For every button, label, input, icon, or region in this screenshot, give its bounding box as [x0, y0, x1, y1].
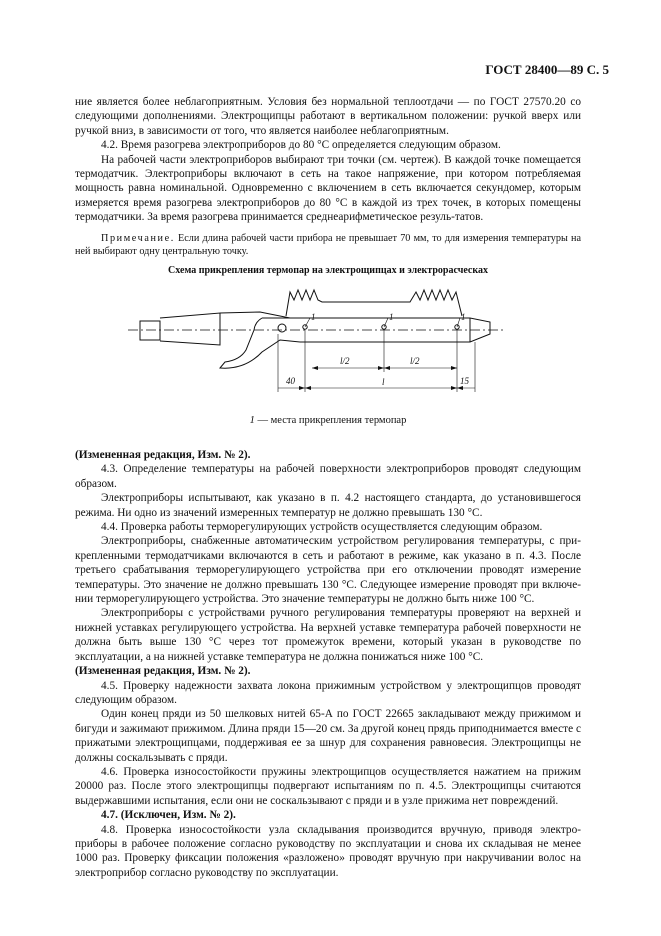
paragraph: ние является более неблагоприятным. Условия без нормальной теплоотдачи — по ГОСТ 27570.20 со следующими дополнениями. Электрощипцы работают в вертикальном положении: ручкой вверх или ручкой вниз, в зависимости от того, что является наиболее неблагоприятным.: [75, 96, 581, 137]
figure-caption: Схема прикрепления термопар на электрощипцах и электрорасческах: [168, 265, 488, 276]
paragraph: Один конец пряди из 50 шелковых нитей 65-А по ГОСТ 22665 закладывают между прижимом и бигуди и зажимают прижимом. Длина пряди 15—20 см. За другой конец прядь приподнимается вместе с прижатыми электрощипцами, поддерживая ее за шнур для сохранения равновесия. Электрощипцы не должны соскальзывать с пряди.: [75, 708, 581, 764]
amendment-note: (Измененная редакция, Изм. № 2).: [75, 665, 251, 678]
paragraph: 4.3. Определение температуры на рабочей поверхности электроприборов проводят следующим образом.: [75, 463, 581, 490]
point-label: 1: [461, 312, 466, 322]
amendment-note: 4.7. (Исключен, Изм. № 2).: [101, 809, 236, 822]
paragraph: Электроприборы с устройствами ручного регулирования температуры проверяют на верхней и нижней уставках регулирующего устройства. На верхней уставке температура рабочей поверхности не должна быть выше 130 °С через тот промежуток времени, который указан в руководстве по эксплуатации, а на нижней уставке температура не должна понижаться ниже 100 °С.: [75, 607, 581, 663]
legend-number: 1: [249, 415, 255, 426]
text-block-bottom: [75, 448, 581, 880]
paragraph: 4.5. Проверку надежности захвата локона прижимным устройством у электрощипцов проводят следующим образом.: [75, 679, 581, 706]
paragraph: Электроприборы испытывают, как указано в п. 4.2 настоящего стандарта, до установившегося режима. Ни одно из значений измеренных температур не должно превышать 130 °С.: [75, 492, 581, 519]
dimension-half-label: l/2: [340, 356, 350, 366]
dimension-right-label: 15: [460, 376, 469, 386]
paragraph: На рабочей части электроприборов выбирают три точки (см. чертеж). В каждой точке помещается термодатчик. Электроприборы включают в сеть на такое напряжение, при котором потребляемая мощность равна номинальной. Одновременно с включением в сеть включается секундомер, которым измеряется время разогрева электроприборов до 80 °С в каждой из трех точек, в которых помещены термодатчики. За время разогрева принимается среднеарифметическое резуль-татов.: [75, 153, 581, 224]
paragraph: Электроприборы, снабженные автоматическим устройством регулирования температуры, с при-крепленными термодатчиками включаются в сеть и работают в режиме, как указано в п. 4.3. После третьего срабатывания терморегулирующего устройства при его отключении проводят измерение температуры. Это значение не должно превышать 130 °С. Следующее измерение проводят при включе-нии терморегулирующего устройства. Это значение температуры не должно быть ниже 100 °С.: [75, 535, 581, 606]
point-label: 1: [389, 312, 394, 322]
legend-text: — места прикрепления термопар: [254, 415, 407, 426]
paragraph: 4.2. Время разогрева электроприборов до 80 °С определяется следующим образом.: [101, 139, 501, 152]
figure-legend: [75, 415, 581, 426]
page-header: ГОСТ 28400—89 С. 5: [485, 62, 609, 77]
point-label: 1: [311, 312, 316, 322]
paragraph: 4.8. Проверка износостойкости узла складывания производится вручную, приводя электро-приборы в рабочее положение согласно руководству по эксплуатации и снова их складывая не менее 1000 раз. Проверку фиксации положения «разложено» проводят вручную при накручивании волос на электроприбор согласно руководству по эксплуатации.: [75, 823, 581, 879]
paragraph: 4.6. Проверка износостойкости пружины электрощипцов осуществляется нажатием на прижим 20000 раз. После этого электрощипцы подвергают испытаниям по п. 4.5. Электрощипцы считаются выдержавшими испытания, если они не соскальзывают с пряди и в узле прижима нет повреждений.: [75, 765, 581, 807]
paragraph: 4.4. Проверка работы терморегулирующих устройств осуществляется следующим образом.: [101, 521, 543, 534]
dimension-half-label: l/2: [410, 356, 420, 366]
amendment-note: (Измененная редакция, Изм. № 2).: [75, 449, 251, 461]
note-text: Если длина рабочей части прибора не превышает 70 мм, то для измерения температуры на ней выбирают одну центральную точку.: [75, 232, 581, 258]
dimension-left-label: 40: [286, 376, 295, 386]
dimension-length-label: l: [382, 377, 385, 387]
note-label: Примечание.: [101, 232, 175, 244]
